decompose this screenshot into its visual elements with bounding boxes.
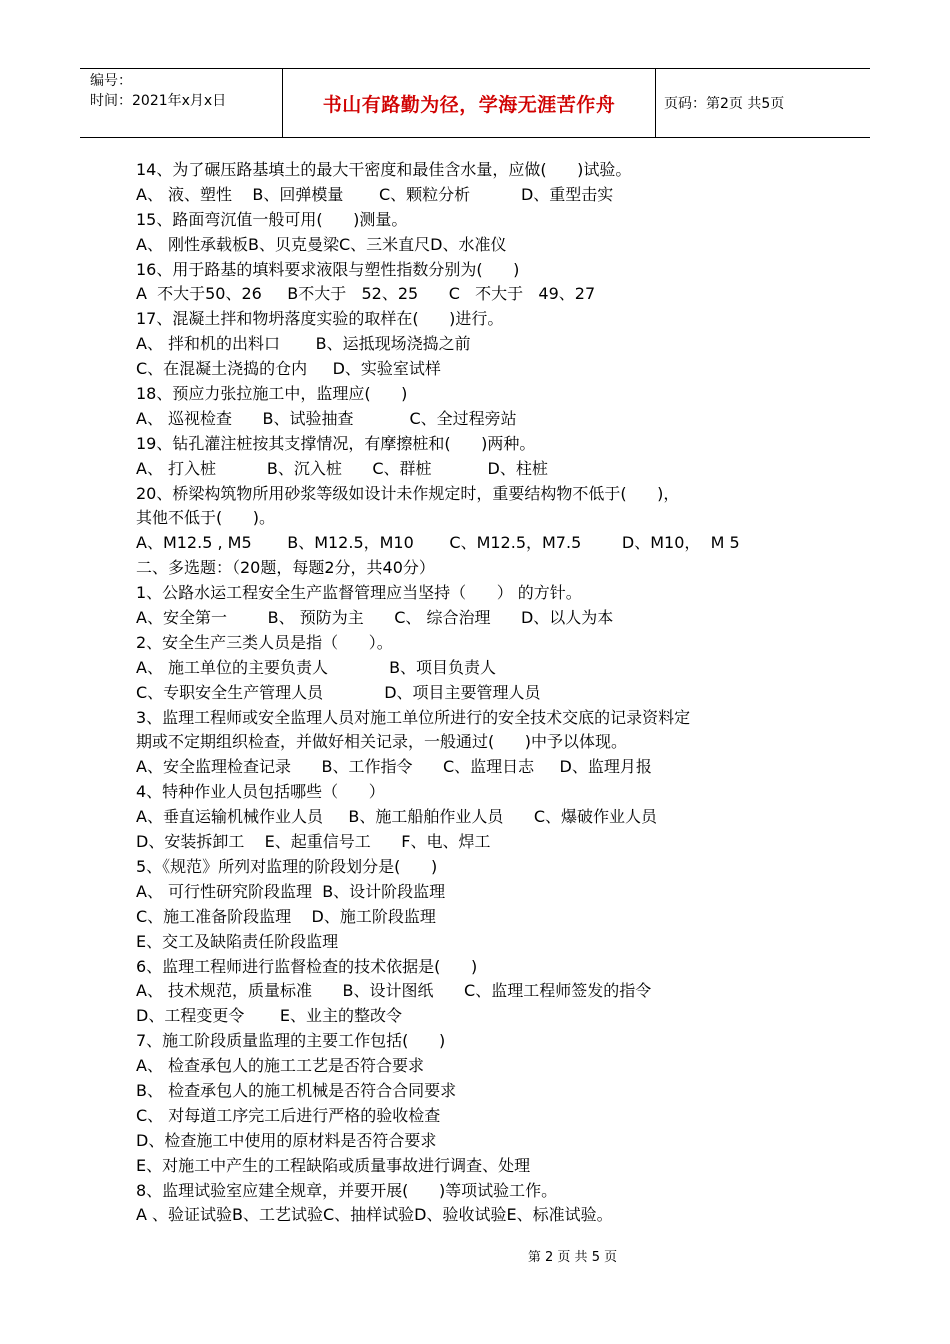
text-line: 16、用于路基的填料要求液限与塑性指数分别为( ) [136, 259, 520, 279]
text-line: E、对施工中产生的工程缺陷或质量事故进行调查、处理 [136, 1155, 531, 1175]
page-header [80, 68, 870, 138]
text-line: 8、监理试验室应建全规章，并要开展( )等项试验工作。 [136, 1180, 558, 1200]
text-line: 6、监理工程师进行监督检查的技术依据是( ) [136, 956, 478, 976]
text-line: E、交工及缺陷责任阶段监理 [136, 931, 339, 951]
text-line: A、 可行性研究阶段监理 B、设计阶段监理 [136, 881, 446, 901]
text-line: A、 液、塑性 B、回弹模量 C、颗粒分析 D、重型击实 [136, 184, 614, 204]
text-line: 18、预应力张拉施工中，监理应( ) [136, 384, 408, 404]
text-line: 7、施工阶段质量监理的主要工作包括( ) [136, 1031, 446, 1051]
text-line: 3、监理工程师或安全监理人员对施工单位所进行的安全技术交底的记录资料定 [136, 707, 691, 727]
text-line: A、 技术规范，质量标准 B、设计图纸 C、监理工程师签发的指令 [136, 981, 652, 1001]
text-line: D、检查施工中使用的原材料是否符合要求 [136, 1130, 437, 1150]
text-line: C、专职安全生产管理人员 D、项目主要管理人员 [136, 682, 541, 702]
text-line: 1、公路水运工程安全生产监督管理应当坚持（ ） 的方针。 [136, 583, 582, 603]
text-line: 5、《规范》所列对监理的阶段划分是( ) [136, 856, 438, 876]
text-line: 2、安全生产三类人员是指（ ）。 [136, 632, 393, 652]
text-line: D、工程变更令 E、业主的整改令 [136, 1006, 403, 1026]
text-line: A、安全第一 B、 预防为主 C、 综合治理 D、以人为本 [136, 608, 614, 628]
text-line: 20、桥梁构筑物所用砂浆等级如设计未作规定时，重要结构物不低于( )， [136, 483, 680, 503]
text-line: D、安装拆卸工 E、起重信号工 F、电、焊工 [136, 832, 491, 852]
text-line: A 、验证试验B、工艺试验C、抽样试验D、验收试验E、标准试验。 [136, 1205, 613, 1225]
text-line: 4、特种作业人员包括哪些（ ） [136, 782, 385, 802]
header-page-number: 页码：第2页 共5页 [664, 96, 785, 112]
header-meta [80, 69, 283, 137]
text-line: A、 刚性承载板B、贝克曼梁C、三米直尺D、水准仪 [136, 234, 507, 254]
text-line: 其他不低于( )。 [136, 508, 276, 528]
text-line: B、 检查承包人的施工机械是否符合合同要求 [136, 1080, 457, 1100]
text-line: A 不大于50、26 B不大于 52、25 C 不大于 49、27 [136, 284, 596, 304]
text-line: 19、钻孔灌注桩按其支撑情况，有摩擦桩和( )两种。 [136, 433, 536, 453]
text-line: A、 拌和机的出料口 B、运抵现场浇捣之前 [136, 334, 471, 354]
text-line: A、垂直运输机械作业人员 B、施工船舶作业人员 C、爆破作业人员 [136, 807, 658, 827]
header-motto: 书山有路勤为径，学海无涯苦作舟 [283, 69, 656, 137]
text-line: A、 打入桩 B、沉入桩 C、群桩 D、柱桩 [136, 458, 548, 478]
question-body [136, 158, 826, 1228]
text-line: 二、多选题：（20题，每题2分，共40分） [136, 558, 435, 578]
text-line: A、安全监理检查记录 B、工作指令 C、监理日志 D、监理月报 [136, 757, 652, 777]
text-line: A、M12.5 , M5 B、M12.5，M10 C、M12.5，M7.5 D、M10， M 5 [136, 533, 740, 553]
document-number: 编号： [90, 73, 132, 89]
text-line: 15、路面弯沉值一般可用( )测量。 [136, 209, 408, 229]
text-line: C、在混凝土浇捣的仓内 D、实验室试样 [136, 359, 441, 379]
text-line: 期或不定期组织检查，并做好相关记录，一般通过( )中予以体现。 [136, 732, 628, 752]
text-line: C、施工准备阶段监理 D、施工阶段监理 [136, 906, 436, 926]
page-footer [0, 1246, 950, 1265]
text-line: 17、混凝土拌和物坍落度实验的取样在( )进行。 [136, 309, 504, 329]
text-line: A、 施工单位的主要负责人 B、项目负责人 [136, 657, 497, 677]
document-date: 时间：2021年x月x日 [90, 93, 227, 109]
text-line: A、 检查承包人的施工工艺是否符合要求 [136, 1056, 425, 1076]
text-line: 14、为了碾压路基填土的最大干密度和最佳含水量，应做( )试验。 [136, 160, 632, 179]
text-line: A、 巡视检查 B、试验抽查 C、全过程旁站 [136, 408, 517, 428]
footer-page-number: 第 2 页 共 5 页 [527, 1250, 618, 1265]
text-line: C、 对每道工序完工后进行严格的验收检查 [136, 1105, 441, 1125]
